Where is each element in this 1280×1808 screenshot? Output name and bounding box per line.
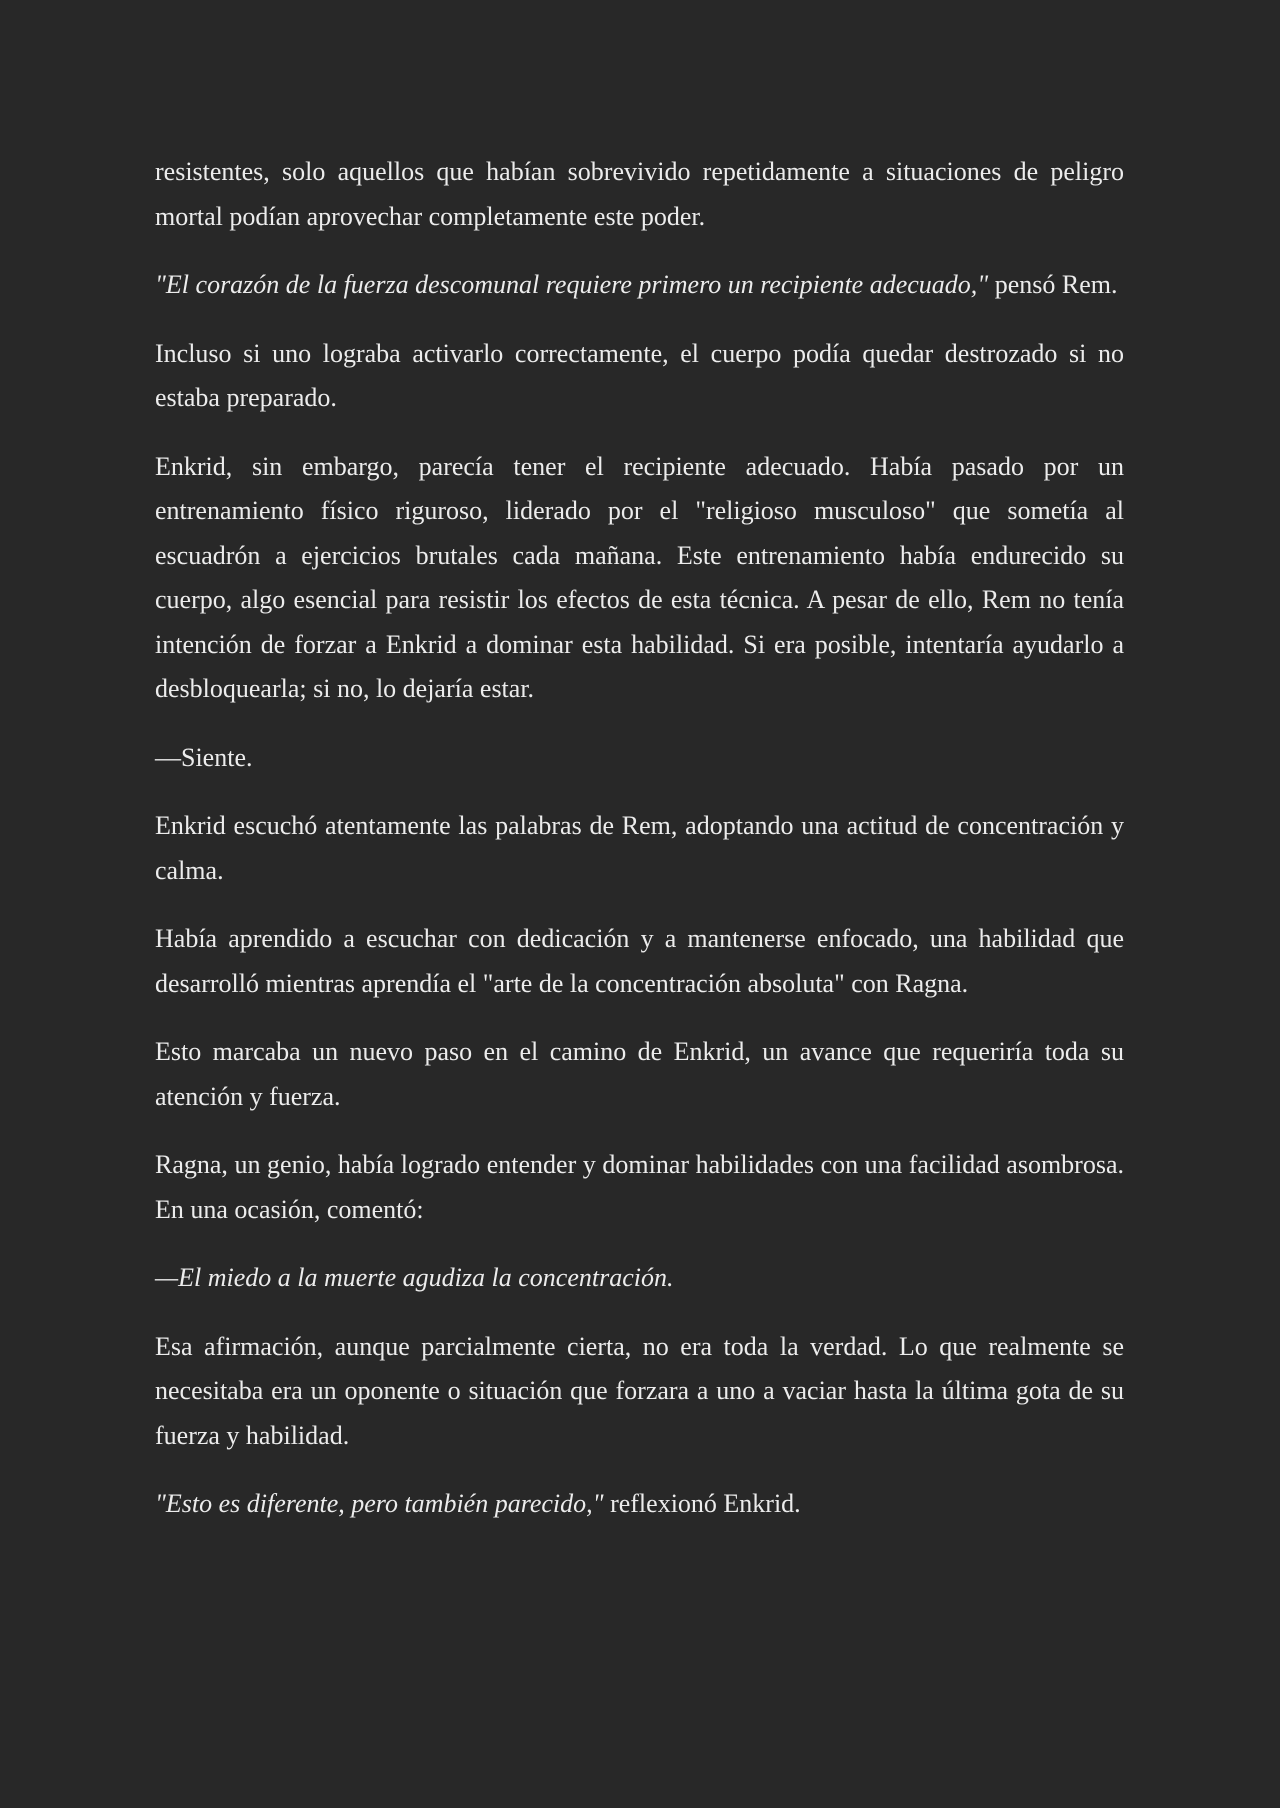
paragraph	[155, 1482, 1124, 1527]
dialogue-line: —Siente.	[155, 742, 253, 772]
italic-dialogue-line: —El miedo a la muerte agudiza la concentración.	[155, 1263, 674, 1292]
paragraph-text: resistentes, solo aquellos que habían sobrevivido repetidamente a situaciones de peligro mortal podían aprovechar completamente este poder.	[155, 157, 1124, 231]
paragraph	[155, 263, 1124, 308]
paragraph-text: Había aprendido a escuchar con dedicación y a mantenerse enfocado, una habilidad que desarrolló mientras aprendía el "arte de la concentración absoluta" con Ragna.	[155, 924, 1124, 998]
italic-thought: "Esto es diferente, pero también parecido,"	[155, 1489, 604, 1518]
paragraph-text: Esto marcaba un nuevo paso en el camino de Enkrid, un avance que requeriría toda su atención y fuerza.	[155, 1037, 1124, 1111]
paragraph	[155, 1030, 1124, 1119]
paragraph-text: Enkrid escuchó atentamente las palabras de Rem, adoptando una actitud de concentración y calma.	[155, 811, 1124, 885]
paragraph	[155, 736, 1124, 781]
paragraph-text: pensó Rem.	[988, 270, 1118, 299]
chapter-text	[155, 150, 1124, 1527]
paragraph	[155, 150, 1124, 239]
italic-thought: "El corazón de la fuerza descomunal requiere primero un recipiente adecuado,"	[155, 270, 989, 299]
paragraph	[155, 804, 1124, 893]
paragraph-text: reflexionó Enkrid.	[603, 1489, 801, 1518]
paragraph	[155, 1256, 1124, 1301]
paragraph	[155, 1143, 1124, 1232]
paragraph	[155, 917, 1124, 1006]
paragraph-text: Ragna, un genio, había logrado entender y dominar habilidades con una facilidad asombrosa. En una ocasión, comentó:	[155, 1150, 1124, 1224]
paragraph-text: Esa afirmación, aunque parcialmente cierta, no era toda la verdad. Lo que realmente se necesitaba era un oponente o situación que forzara a uno a vaciar hasta la última gota de su fuerza y habilidad.	[155, 1331, 1124, 1450]
paragraph	[155, 1325, 1124, 1459]
paragraph-text: Incluso si uno lograba activarlo correctamente, el cuerpo podía quedar destrozado si no estaba preparado.	[155, 338, 1124, 412]
paragraph	[155, 332, 1124, 421]
paragraph	[155, 445, 1124, 712]
paragraph-text: Enkrid, sin embargo, parecía tener el recipiente adecuado. Había pasado por un entrenamiento físico riguroso, liderado por el "religioso musculoso" que sometía al escuadrón a ejercicios brutales cada mañana. Este entrenamiento había endurecido su cuerpo, algo esencial para resistir los efectos de esta técnica. A pesar de ello, Rem no tenía intención de forzar a Enkrid a dominar esta habilidad. Si era posible, intentaría ayudarlo a desbloquearla; si no, lo dejaría estar.	[155, 451, 1124, 703]
